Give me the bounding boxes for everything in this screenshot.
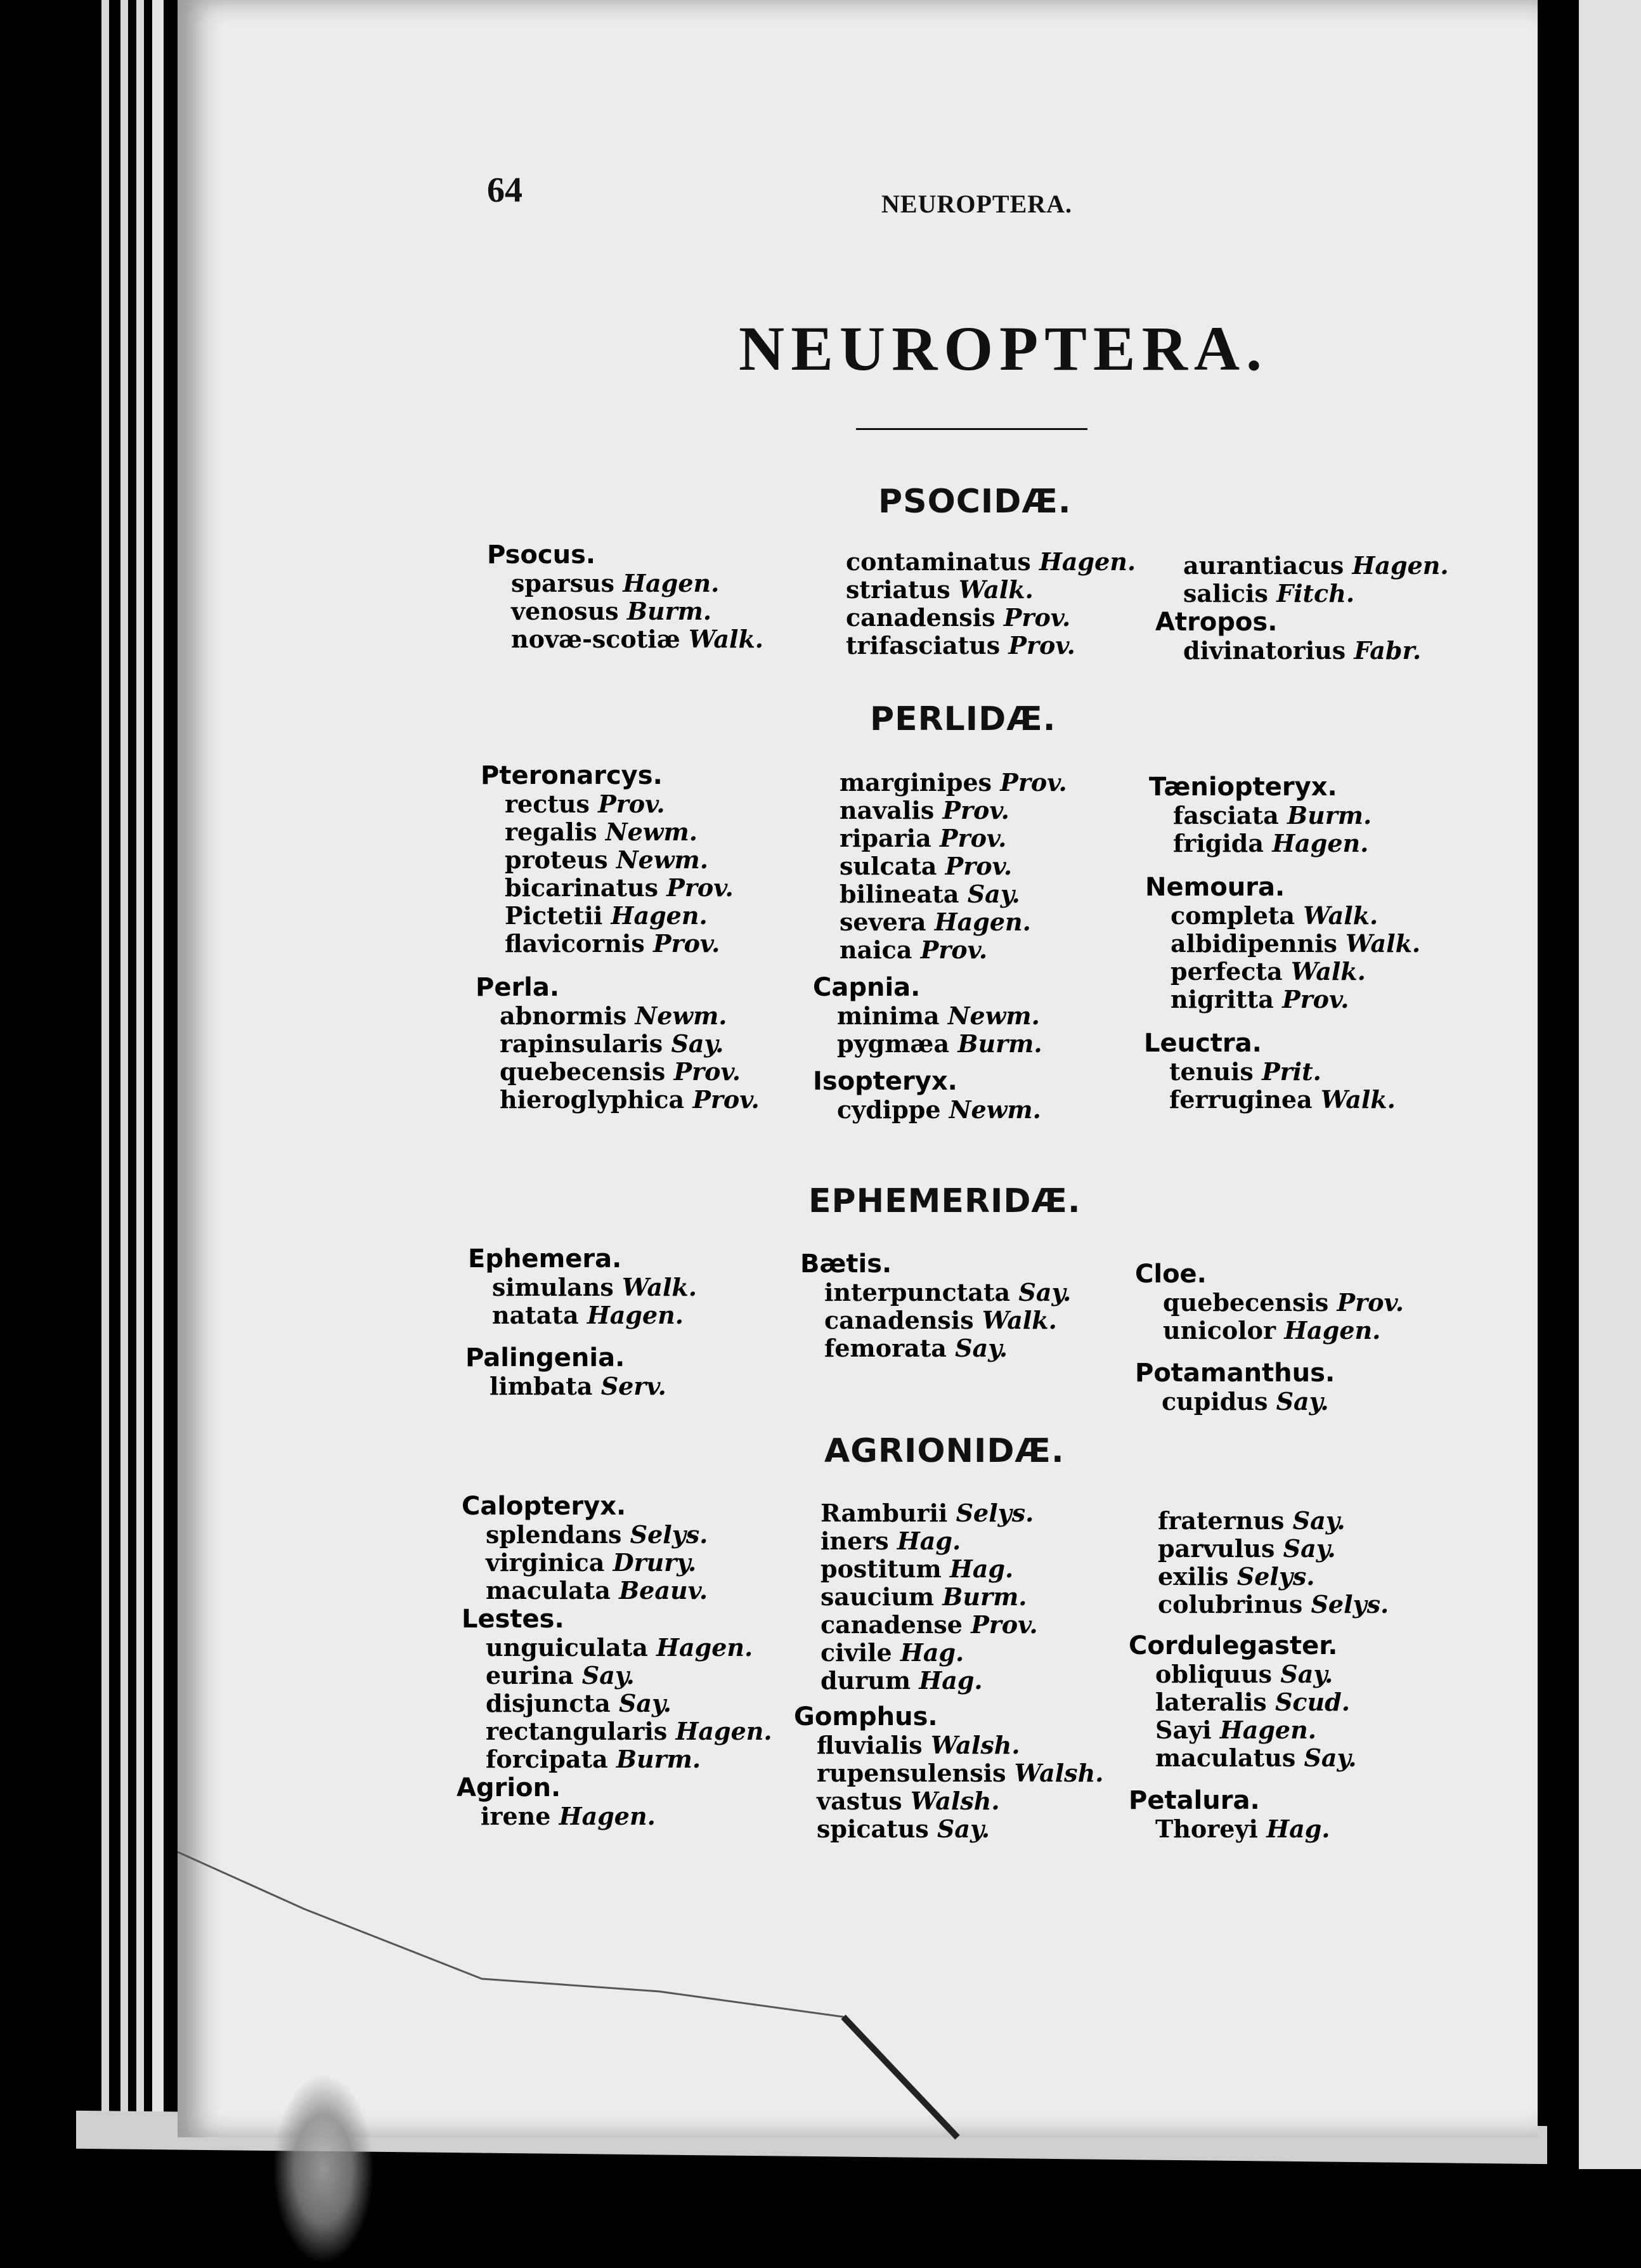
species-entry: [800, 1279, 1071, 1307]
species-author: Say.: [1280, 1660, 1333, 1688]
species-author: Prov.: [945, 852, 1013, 880]
species-name: aurantiacus: [1183, 551, 1344, 580]
species-author: Fabr.: [1354, 636, 1422, 665]
family-heading: PERLIDÆ.: [870, 700, 1056, 738]
species-entry: [794, 1731, 1103, 1759]
species-entry: [481, 1030, 760, 1058]
species-name: nigritta: [1171, 985, 1274, 1013]
species-entry: [813, 797, 1067, 824]
genus-name: Lestes.: [462, 1605, 564, 1634]
species-name: naica: [840, 935, 912, 964]
species-name: colubrinus: [1158, 1590, 1303, 1619]
species-name: rapinsularis: [500, 1029, 663, 1058]
species-author: Walsh.: [1014, 1759, 1104, 1787]
species-author: Newm.: [605, 818, 697, 846]
species-name: canadensis: [846, 603, 996, 632]
species-name: contaminatus: [846, 547, 1031, 576]
species-entry: [1135, 1317, 1404, 1345]
species-author: Hagen.: [934, 908, 1031, 936]
species-author: Walk.: [1346, 929, 1421, 958]
species-entry: [794, 1639, 1103, 1667]
species-entry: [794, 1527, 1103, 1555]
facing-page-edge: [1579, 0, 1641, 2169]
species-name: durum: [820, 1666, 911, 1695]
species-author: Walsh.: [910, 1787, 1000, 1815]
species-name: quebecensis: [500, 1057, 666, 1086]
species-entry: [468, 1372, 697, 1400]
species-entry: [1135, 1388, 1404, 1416]
species-author: Prov.: [971, 1610, 1038, 1639]
list-column: [800, 1249, 1071, 1362]
title-rule: [856, 428, 1087, 430]
list-column: [1135, 1260, 1404, 1416]
species-name: riparia: [840, 824, 931, 852]
species-name: rectus: [505, 790, 590, 818]
species-name: unguiculata: [486, 1633, 648, 1662]
species-entry: [481, 1002, 760, 1030]
species-author: Prov.: [1003, 603, 1071, 632]
family-heading: EPHEMERIDÆ.: [808, 1182, 1081, 1220]
species-author: Hagen.: [623, 569, 720, 597]
species-author: Say.: [1276, 1387, 1329, 1416]
species-entry: [822, 604, 1136, 632]
species-name: sparsus: [511, 569, 615, 597]
spacer: [481, 958, 760, 973]
species-entry: [487, 625, 763, 653]
species-name: obliquus: [1155, 1660, 1273, 1688]
species-author: Prov.: [673, 1057, 741, 1086]
species-name: splendans: [486, 1520, 622, 1549]
species-name: minima: [837, 1001, 940, 1030]
species-author: Hagen.: [559, 1802, 656, 1830]
genus-name: Pteronarcys.: [481, 761, 663, 790]
species-entry: [1129, 1535, 1389, 1563]
species-entry: [822, 576, 1136, 604]
species-entry: [813, 769, 1067, 797]
species-name: fraternus: [1158, 1506, 1285, 1535]
species-author: Prov.: [942, 796, 1009, 824]
species-name: maculatus: [1155, 1743, 1296, 1772]
genus-name: Capnia.: [813, 973, 921, 1002]
species-name: limbata: [490, 1372, 593, 1400]
species-name: proteus: [505, 845, 608, 874]
species-entry: [794, 1499, 1103, 1527]
list-column: [465, 1244, 697, 1400]
species-name: completa: [1171, 901, 1295, 930]
species-name: frigida: [1173, 829, 1264, 857]
species-name: postitum: [820, 1554, 942, 1583]
species-author: Hagen.: [1284, 1316, 1381, 1345]
species-entry: [462, 1717, 772, 1745]
genus-name: Gomphus.: [794, 1702, 938, 1731]
species-entry: [1129, 1716, 1389, 1744]
species-name: venosus: [511, 597, 619, 625]
species-author: Say.: [671, 1029, 724, 1058]
species-name: fluvialis: [817, 1731, 923, 1759]
spacer: [813, 1058, 1067, 1067]
species-author: Beauv.: [619, 1576, 708, 1605]
species-entry: [794, 1759, 1103, 1787]
species-author: Burm.: [1287, 801, 1372, 830]
species-entry: [794, 1667, 1103, 1695]
species-entry: [1149, 902, 1420, 930]
genus-name: Calopteryx.: [462, 1492, 626, 1521]
species-entry: [1149, 1058, 1420, 1086]
species-author: Scud.: [1275, 1688, 1350, 1716]
species-entry: [813, 880, 1067, 908]
species-name: quebecensis: [1163, 1288, 1329, 1317]
species-name: salicis: [1183, 579, 1268, 608]
spacer: [794, 1695, 1103, 1702]
species-entry: [794, 1583, 1103, 1611]
species-author: Newm.: [949, 1095, 1041, 1124]
list-column: [457, 1492, 772, 1830]
species-entry: [468, 1274, 697, 1301]
genus-name: Cordulegaster.: [1129, 1631, 1338, 1660]
species-name: pygmæa: [837, 1029, 950, 1058]
species-author: Selys.: [956, 1499, 1034, 1527]
species-entry: [813, 824, 1067, 852]
species-entry: [794, 1787, 1103, 1815]
species-entry: [481, 846, 760, 874]
species-name: Sayi: [1155, 1716, 1212, 1744]
species-author: Walsh.: [930, 1731, 1020, 1759]
species-author: Walk.: [1290, 957, 1366, 986]
species-entry: [481, 1086, 760, 1114]
species-author: Serv.: [600, 1372, 666, 1400]
species-name: fasciata: [1173, 801, 1279, 830]
species-name: virginica: [486, 1548, 605, 1577]
family-heading: AGRIONIDÆ.: [824, 1432, 1065, 1470]
species-author: Say.: [1283, 1534, 1336, 1563]
page-number: 64: [487, 171, 522, 210]
species-entry: [1129, 1815, 1389, 1843]
species-entry: [462, 1521, 772, 1549]
species-entry: [468, 1301, 697, 1329]
species-author: Say.: [1018, 1278, 1072, 1307]
genus-name: Leuctra.: [1144, 1029, 1262, 1058]
list-column: [794, 1499, 1103, 1843]
spacer: [1135, 1345, 1404, 1359]
species-author: Selys.: [1236, 1562, 1315, 1591]
species-author: Hag.: [919, 1666, 983, 1695]
species-author: Hag.: [897, 1527, 961, 1555]
species-author: Walk.: [1320, 1085, 1396, 1114]
genus-name: Atropos.: [1155, 608, 1278, 637]
species-name: tenuis: [1169, 1057, 1254, 1086]
species-entry: [1149, 930, 1420, 958]
spacer: [1129, 1772, 1389, 1786]
list-column: [487, 540, 763, 653]
species-name: natata: [492, 1301, 579, 1329]
species-name: ferruginea: [1169, 1085, 1313, 1114]
species-entry: [487, 597, 763, 625]
species-entry: [813, 1030, 1067, 1058]
species-entry: [1129, 1591, 1389, 1619]
species-name: forcipata: [486, 1745, 608, 1773]
species-author: Prov.: [666, 873, 734, 902]
species-name: sulcata: [840, 852, 937, 880]
species-name: lateralis: [1155, 1688, 1267, 1716]
species-name: cupidus: [1162, 1387, 1268, 1416]
species-entry: [794, 1555, 1103, 1583]
species-entry: [1129, 1688, 1389, 1716]
species-name: canadensis: [824, 1306, 974, 1334]
species-entry: [487, 570, 763, 597]
species-author: Prov.: [1337, 1288, 1404, 1317]
running-head: NEUROPTERA.: [881, 190, 1073, 218]
list-column: [1155, 552, 1449, 665]
species-name: bilineata: [840, 880, 959, 908]
genus-name: Ephemera.: [468, 1244, 622, 1274]
page-edge: [120, 0, 128, 2144]
page-title: NEUROPTERA.: [739, 313, 1269, 384]
species-name: severa: [840, 908, 926, 936]
species-author: Hagen.: [1272, 829, 1369, 857]
species-entry: [462, 1634, 772, 1662]
species-entry: [462, 1690, 772, 1717]
species-author: Hag.: [949, 1554, 1014, 1583]
species-entry: [794, 1611, 1103, 1639]
species-name: marginipes: [840, 768, 992, 797]
species-name: albidipennis: [1171, 929, 1337, 958]
species-entry: [1129, 1744, 1389, 1772]
list-column: [1144, 772, 1421, 1114]
species-author: Say.: [581, 1661, 635, 1690]
genus-name: Palingenia.: [465, 1343, 625, 1372]
genus-name: Nemoura.: [1145, 873, 1285, 902]
species-author: Say.: [955, 1334, 1008, 1362]
species-entry: [1155, 637, 1449, 665]
species-name: divinatorius: [1183, 636, 1346, 665]
spacer: [1149, 857, 1420, 873]
species-name: saucium: [820, 1582, 935, 1611]
species-author: Prov.: [1008, 631, 1075, 660]
species-name: unicolor: [1163, 1316, 1276, 1345]
species-entry: [1149, 986, 1420, 1013]
species-author: Burm.: [616, 1745, 701, 1773]
species-name: novæ-scotiæ: [511, 625, 680, 653]
species-author: Walk.: [621, 1273, 697, 1301]
species-name: rupensulensis: [817, 1759, 1006, 1787]
species-author: Hag.: [900, 1638, 964, 1667]
species-author: Hagen.: [1039, 547, 1136, 576]
species-entry: [822, 548, 1136, 576]
species-entry: [481, 1058, 760, 1086]
species-author: Say.: [1292, 1506, 1346, 1535]
family-heading: PSOCIDÆ.: [878, 483, 1072, 521]
species-author: Newm.: [947, 1001, 1040, 1030]
species-name: vastus: [817, 1787, 902, 1815]
species-name: Pictetii: [505, 901, 603, 930]
species-author: Burm.: [942, 1582, 1027, 1611]
genus-name: Petalura.: [1129, 1786, 1260, 1815]
species-entry: [462, 1802, 772, 1830]
species-author: Hagen.: [1219, 1716, 1316, 1744]
species-author: Say.: [1304, 1743, 1357, 1772]
species-author: Say.: [618, 1689, 671, 1717]
species-entry: [481, 874, 760, 902]
page-edge: [101, 0, 109, 2144]
species-entry: [1149, 830, 1420, 857]
species-author: Hagen.: [656, 1633, 753, 1662]
species-name: interpunctata: [824, 1278, 1011, 1307]
species-author: Walk.: [958, 575, 1034, 604]
species-name: disjuncta: [486, 1689, 611, 1717]
genus-name: Perla.: [476, 973, 560, 1002]
species-name: canadense: [820, 1610, 963, 1639]
species-author: Hag.: [1266, 1815, 1330, 1843]
species-entry: [481, 902, 760, 930]
species-entry: [1129, 1563, 1389, 1591]
species-name: abnormis: [500, 1001, 627, 1030]
species-author: Newm.: [635, 1001, 727, 1030]
species-name: parvulus: [1158, 1534, 1275, 1563]
species-author: Prit.: [1262, 1057, 1321, 1086]
species-name: bicarinatus: [505, 873, 659, 902]
genus-name: Bætis.: [800, 1249, 892, 1279]
species-author: Newm.: [616, 845, 708, 874]
species-entry: [481, 818, 760, 846]
species-author: Fitch.: [1276, 579, 1355, 608]
species-entry: [481, 790, 760, 818]
species-entry: [462, 1577, 772, 1605]
species-name: exilis: [1158, 1562, 1229, 1591]
species-name: Thoreyi: [1155, 1815, 1258, 1843]
page-edge: [152, 0, 164, 2144]
species-name: eurina: [486, 1661, 574, 1690]
genus-name: Isopteryx.: [813, 1067, 957, 1096]
species-name: simulans: [492, 1273, 614, 1301]
species-author: Say.: [937, 1815, 990, 1843]
species-entry: [462, 1549, 772, 1577]
species-entry: [1149, 1086, 1420, 1114]
species-author: Drury.: [613, 1548, 697, 1577]
species-author: Selys.: [1311, 1590, 1389, 1619]
spacer: [813, 964, 1067, 973]
spacer: [1149, 1013, 1420, 1029]
genus-name: Cloe.: [1135, 1260, 1207, 1289]
species-entry: [462, 1745, 772, 1773]
species-author: Hagen.: [611, 901, 708, 930]
genus-name: Potamanthus.: [1135, 1359, 1335, 1388]
species-author: Prov.: [652, 929, 720, 958]
species-author: Walk.: [982, 1306, 1057, 1334]
species-name: striatus: [846, 575, 950, 604]
species-author: Say.: [967, 880, 1020, 908]
species-entry: [813, 852, 1067, 880]
species-name: rectangularis: [486, 1717, 668, 1745]
species-entry: [1129, 1660, 1389, 1688]
species-name: cydippe: [837, 1095, 941, 1124]
list-column: [1129, 1507, 1389, 1843]
species-name: iners: [820, 1527, 889, 1555]
list-column: [822, 548, 1136, 660]
spacer: [1129, 1619, 1389, 1631]
species-entry: [1155, 552, 1449, 580]
species-name: regalis: [505, 818, 597, 846]
species-entry: [462, 1662, 772, 1690]
species-entry: [813, 936, 1067, 964]
species-name: trifasciatus: [846, 631, 1001, 660]
species-author: Selys.: [630, 1520, 708, 1549]
genus-name: Tæniopteryx.: [1149, 772, 1337, 802]
species-author: Hagen.: [1352, 551, 1449, 580]
species-author: Walk.: [1303, 901, 1378, 930]
list-column: [476, 761, 760, 1114]
spacer: [468, 1329, 697, 1343]
species-entry: [800, 1334, 1071, 1362]
species-entry: [1155, 580, 1449, 608]
species-entry: [1129, 1507, 1389, 1535]
species-name: navalis: [840, 796, 935, 824]
page-fold-line: [178, 1839, 1002, 2144]
species-author: Prov.: [598, 790, 665, 818]
species-name: hieroglyphica: [500, 1085, 685, 1114]
species-name: civile: [820, 1638, 892, 1667]
species-author: Prov.: [939, 824, 1007, 852]
species-entry: [1135, 1289, 1404, 1317]
genus-name: Psocus.: [487, 540, 596, 570]
species-name: perfecta: [1171, 957, 1283, 986]
species-author: Walk.: [689, 625, 764, 653]
genus-name: Agrion.: [457, 1773, 561, 1802]
species-entry: [1149, 802, 1420, 830]
species-name: spicatus: [817, 1815, 929, 1843]
species-entry: [822, 632, 1136, 660]
species-author: Prov.: [920, 935, 988, 964]
species-entry: [813, 908, 1067, 936]
species-author: Burm.: [626, 597, 712, 625]
species-name: Ramburii: [820, 1499, 948, 1527]
page-edge: [136, 0, 144, 2144]
species-entry: [800, 1307, 1071, 1334]
species-entry: [813, 1096, 1067, 1124]
species-name: flavicornis: [505, 929, 645, 958]
species-author: Prov.: [1000, 768, 1067, 797]
species-author: Prov.: [692, 1085, 760, 1114]
species-entry: [813, 1002, 1067, 1030]
species-author: Hagen.: [675, 1717, 772, 1745]
species-author: Prov.: [1282, 985, 1349, 1013]
species-entry: [1149, 958, 1420, 986]
list-column: [813, 769, 1067, 1124]
species-author: Hagen.: [587, 1301, 684, 1329]
species-name: femorata: [824, 1334, 947, 1362]
species-name: maculata: [486, 1576, 611, 1605]
species-name: irene: [481, 1802, 551, 1830]
species-entry: [481, 930, 760, 958]
species-author: Burm.: [957, 1029, 1042, 1058]
